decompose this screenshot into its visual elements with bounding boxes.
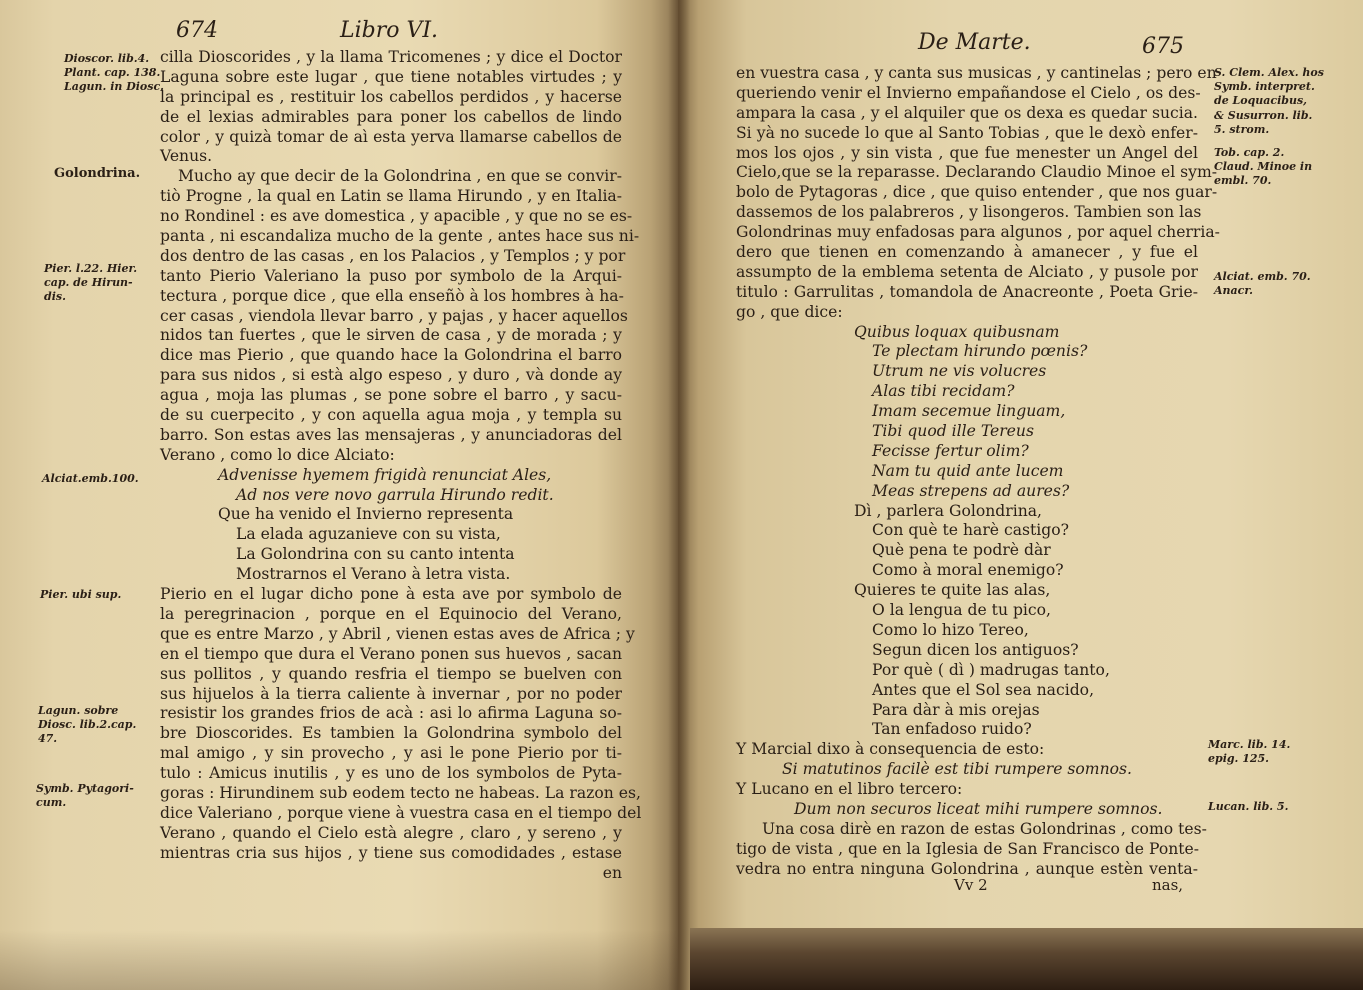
text-line: vedra no entra ninguna Golondrina , aunque estèn venta- — [736, 859, 1198, 878]
text-line: tigo de vista , que en la Iglesia de San Francisco de Ponte- — [736, 839, 1200, 858]
text-line: la principal es , restituir los cabellos perdidos , y hacerse — [160, 87, 622, 106]
verse-line: Segun dicen los antiguos? — [872, 640, 1079, 659]
text-line: agua , moja las plumas , se pone sobre el barro , y sacu- — [160, 386, 622, 405]
margin-note: Tob. cap. 2. Claud. Minoe in embl. 70. — [1214, 146, 1313, 188]
margin-note: Lucan. lib. 5. — [1208, 800, 1289, 813]
text-line: tiò Progne , la qual en Latin se llama Hirundo , y en Italia- — [160, 187, 622, 206]
margin-note: Pier. ubi sup. — [40, 588, 122, 601]
text-line: nidos tan fuertes , que le sirven de casa , y de morada ; y — [160, 326, 622, 345]
text-line: Verano , quando el Cielo està alegre , claro , y sereno , y — [160, 823, 622, 842]
text-line: Laguna sobre este lugar , que tiene notables virtudes ; y — [160, 67, 622, 86]
text-line: ampara la casa , y el alquiler que os dexa es quedar sucia. — [736, 103, 1198, 122]
verse-line: Por què ( dì ) madrugas tanto, — [872, 660, 1110, 679]
text-line: Verano , como lo dice Alciato: — [160, 445, 395, 464]
text-line: la peregrinacion , porque en el Equinocio del Verano, — [160, 604, 622, 623]
signature-mark: Vv 2 — [954, 876, 988, 894]
text-column-right — [736, 64, 1220, 880]
text-line: dassemos de los palabreros , y lisongeros. Tambien son las — [736, 203, 1202, 222]
text-line: Cielo,que se la reparasse. Declarando Claudio Minoe el sym- — [736, 163, 1218, 182]
margin-note: Pier. l.22. Hier. cap. de Hirun- dis. — [44, 262, 138, 304]
margin-note: Lagun. sobre Diosc. lib.2.cap. 47. — [38, 704, 137, 746]
text-line: sus pollitos , y quando resfria el tiempo se buelven con — [160, 664, 622, 683]
text-line: Una cosa dirè en razon de estas Golondrinas , como tes- — [762, 819, 1207, 838]
text-line: mos los ojos , y sin vista , que fue menester un Angel del — [736, 143, 1198, 162]
verse-line: Què pena te podrè dàr — [872, 541, 1051, 560]
text-line: color , y quizà tomar de aì esta yerva llamarse cabellos de — [160, 127, 622, 146]
page-number-left: 674 — [176, 18, 218, 43]
text-line: dos dentro de las casas , en los Palacios , y Templos ; y por — [160, 246, 626, 265]
verse-line: Quibus loquax quibusnam — [854, 322, 1060, 341]
margin-note: Alciat.emb.100. — [42, 472, 139, 485]
text-line: mal amigo , y sin provecho , y asi le pone Pierio por ti- — [160, 744, 622, 763]
verse-line: Quieres te quite las alas, — [854, 581, 1051, 600]
verse-line: Como lo hizo Tereo, — [872, 620, 1029, 639]
text-line: dero que tienen en comenzando à amanecer , y fue el — [736, 243, 1198, 262]
page-shadow — [0, 930, 678, 990]
text-line: Mucho ay que decir de la Golondrina , en que se convir- — [178, 167, 622, 186]
text-line: para sus nidos , si està algo espeso , y duro , và donde ay — [160, 366, 622, 385]
quote-line: Dum non securos liceat mihi rumpere somnos. — [794, 799, 1163, 818]
text-line: sus hijuelos à la tierra caliente à invernar , por no poder — [160, 684, 622, 703]
margin-note: Dioscor. lib.4. Plant. cap. 138. Lagun. in Diosc. — [64, 52, 164, 94]
text-line: de el lexias admirables para poner los cabellos de lindo — [160, 107, 622, 126]
book-gutter — [668, 0, 690, 990]
text-line: go , que dice: — [736, 302, 843, 321]
verse-line: Ad nos vere novo garrula Hirundo redit. — [236, 485, 554, 504]
verse-line: Para dàr à mis orejas — [872, 700, 1040, 719]
text-line: tanto Pierio Valeriano la puso por symbolo de la Arqui- — [160, 266, 622, 285]
text-line: que es entre Marzo , y Abril , vienen estas aves de Africa ; y — [160, 624, 635, 643]
text-line: Venus. — [160, 147, 213, 166]
text-line: Pierio en el lugar dicho pone à esta ave por symbolo de — [160, 585, 622, 604]
verse-line: Utrum ne vis volucres — [872, 362, 1047, 381]
verse-line: Fecisse fertur olim? — [872, 441, 1029, 460]
verse-line: Como à moral enemigo? — [872, 561, 1064, 580]
verse-line: Meas strepens ad aures? — [872, 481, 1070, 500]
margin-note: Marc. lib. 14. epig. 125. — [1208, 738, 1291, 766]
text-line: cilla Dioscorides , y la llama Tricomenes ; y dice el Doctor — [160, 48, 622, 66]
verse-line: Con què te harè castigo? — [872, 521, 1069, 540]
verse-line: O la lengua de tu pico, — [872, 601, 1052, 620]
running-head-right: De Marte. — [918, 30, 1031, 55]
left-page — [0, 0, 678, 990]
text-line: mientras cria sus hijos , y tiene sus comodidades , estase — [160, 843, 622, 862]
running-head-left: Libro VI. — [340, 18, 439, 43]
verse-line: Imam secemue linguam, — [872, 402, 1066, 421]
text-line: panta , ni escandaliza mucho de la gente , antes hace sus ni- — [160, 227, 640, 246]
text-line: Y Marcial dixo à consequencia de esto: — [736, 740, 1045, 759]
text-line: en el tiempo que dura el Verano ponen sus huevos , sacan — [160, 644, 622, 663]
text-line: assumpto de la emblema setenta de Alciato , y pusole por — [736, 262, 1198, 281]
text-line: dice Valeriano , porque viene à vuestra casa en el tiempo del — [160, 803, 642, 822]
text-line: queriendo venir el Invierno empañandose el Cielo , os des- — [736, 83, 1201, 102]
margin-note: Symb. Pytagori- cum. — [36, 782, 134, 810]
verse-line: Antes que el Sol sea nacido, — [872, 680, 1095, 699]
verse-line: Alas tibi recidam? — [872, 382, 1015, 401]
verse-line: Dì , parlera Golondrina, — [854, 501, 1043, 520]
verse-line: Advenisse hyemem frigidà renunciat Ales, — [218, 465, 552, 484]
quote-line: Si matutinos facilè est tibi rumpere somnos. — [782, 760, 1132, 779]
text-line: dice mas Pierio , que quando hace la Golondrina el barro — [160, 346, 622, 365]
margin-note: Alciat. emb. 70. Anacr. — [1214, 270, 1311, 298]
text-line: resistir los grandes frios de acà : asi lo afirma Laguna so- — [160, 704, 622, 723]
right-page — [678, 0, 1363, 990]
text-line: no Rondinel : es ave domestica , y apacible , y que no se es- — [160, 207, 633, 226]
verse-line: Mostrarnos el Verano à letra vista. — [236, 565, 511, 584]
text-line: en vuestra casa , y canta sus musicas , y cantinelas ; pero en — [736, 64, 1217, 82]
text-column-left — [160, 48, 642, 883]
verse-line: Nam tu quid ante lucem — [872, 461, 1064, 480]
text-line: titulo : Garrulitas , tomandola de Anacreonte , Poeta Grie- — [736, 282, 1198, 301]
catchword: nas, — [1152, 876, 1184, 894]
text-line: cer casas , viendola llevar barro , y pajas , y hacer aquellos — [160, 306, 628, 325]
page-number-right: 675 — [1142, 34, 1184, 59]
verse-line: La elada aguzanieve con su vista, — [236, 525, 501, 544]
text-line: tectura , porque dice , que ella enseñò à los hombres à ha- — [160, 286, 624, 305]
margin-note: S. Clem. Alex. hos Symb. interpret. de Loquacibus, & Susurron. lib. 5. strom. — [1214, 66, 1324, 136]
verse-line: Tan enfadoso ruido? — [872, 720, 1032, 739]
text-line: bolo de Pytagoras , dice , que quiso entender , que nos guar- — [736, 183, 1218, 202]
text-line: Si yà no sucede lo que al Santo Tobias , que le dexò enfer- — [736, 123, 1198, 142]
catchword: en — [602, 863, 622, 882]
text-line: tulo : Amicus inutilis , y es uno de los symbolos de Pyta- — [160, 764, 622, 783]
margin-note: Golondrina. — [54, 166, 141, 181]
text-line: barro. Son estas aves las mensajeras , y anunciadoras del — [160, 425, 622, 444]
verse-line: Que ha venido el Invierno representa — [218, 505, 514, 524]
text-line: Golondrinas muy enfadosas para algunos , por aquel cherria- — [736, 223, 1220, 242]
text-line: bre Dioscorides. Es tambien la Golondrina symbolo del — [160, 724, 622, 743]
verse-line: La Golondrina con su canto intenta — [236, 545, 515, 564]
text-line: de su cuerpecito , y con aquella agua moja , y templa su — [160, 406, 622, 425]
text-line: Y Lucano en el libro tercero: — [736, 780, 963, 799]
text-line: goras : Hirundinem sub eodem tecto ne habeas. La razon es, — [160, 783, 641, 802]
verse-line: Tibi quod ille Tereus — [872, 422, 1034, 441]
page-edge — [690, 928, 1363, 990]
verse-line: Te plectam hirundo pœnis? — [872, 342, 1088, 361]
